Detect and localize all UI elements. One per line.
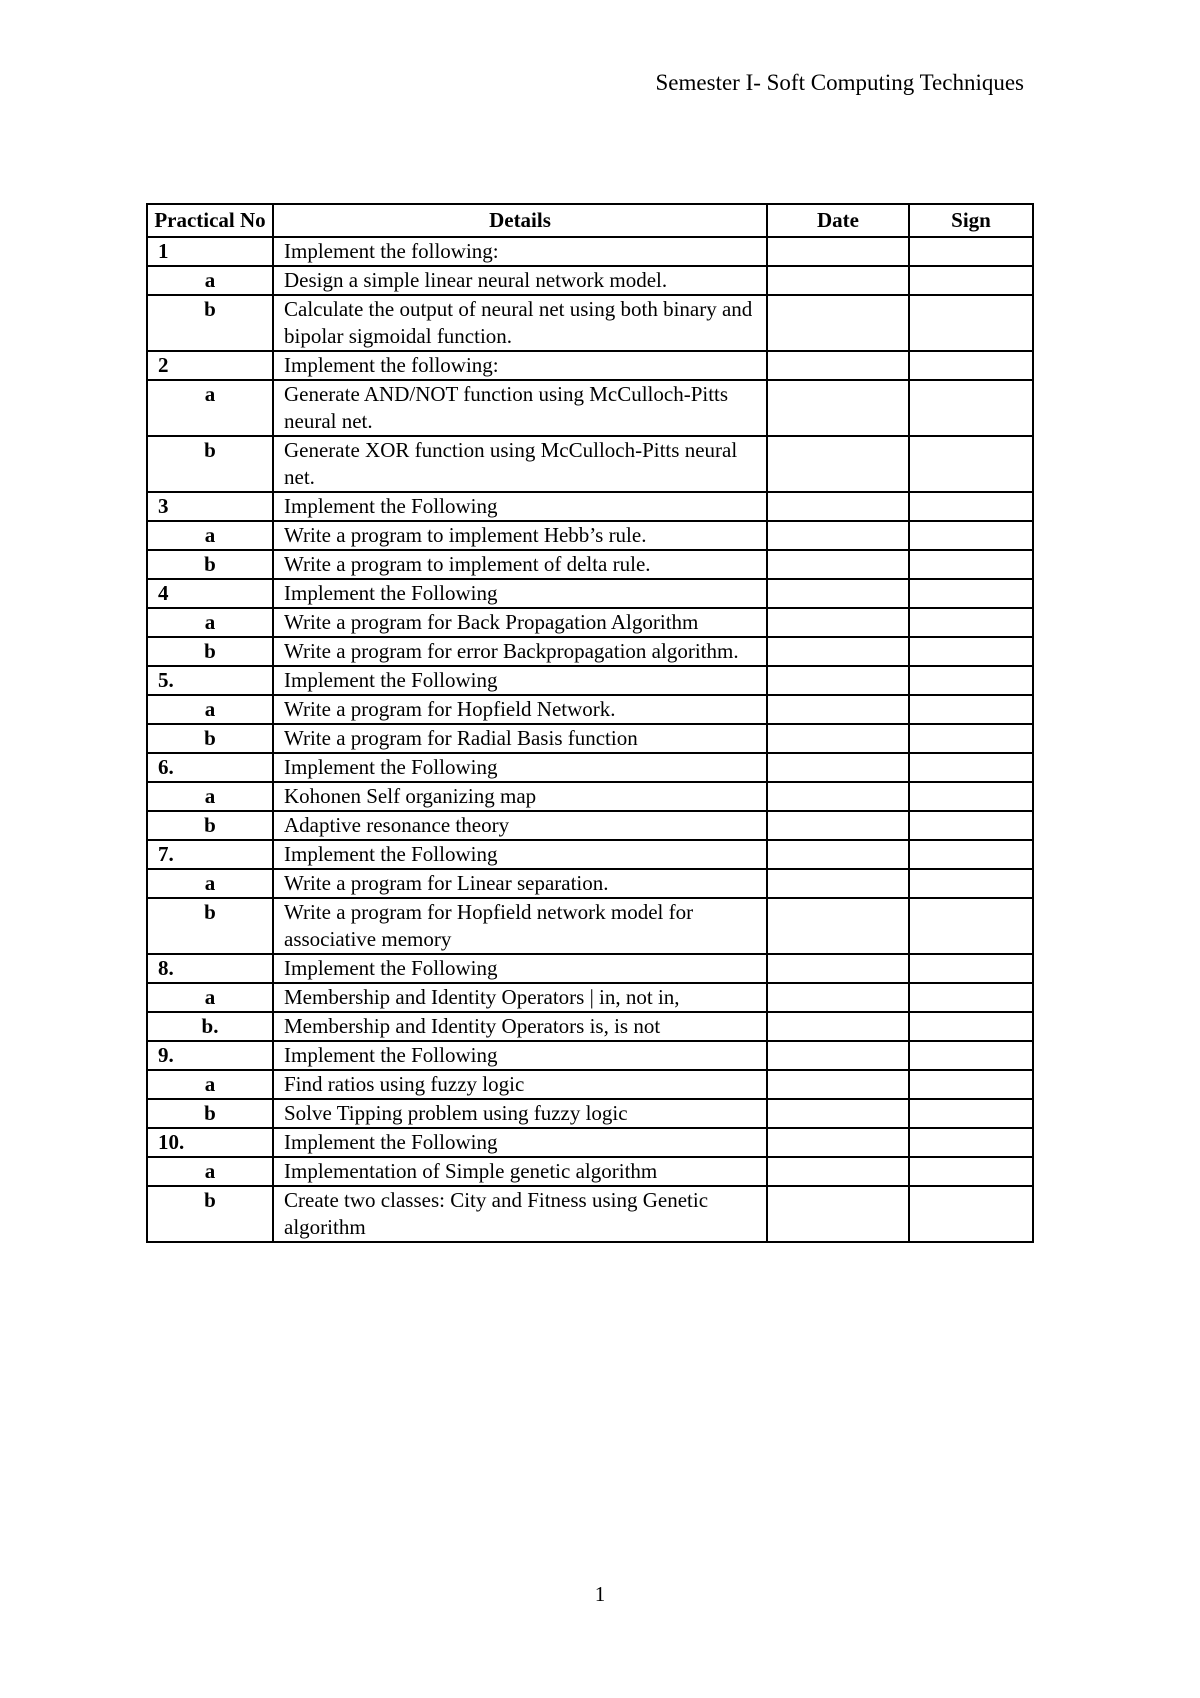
sub-practical-row <box>147 266 1033 295</box>
sign-cell <box>909 695 1033 724</box>
sub-practical-row <box>147 1186 1033 1242</box>
details-cell: Write a program for error Backpropagation algorithm. <box>273 637 767 666</box>
practical-no-cell: a <box>147 380 273 436</box>
sign-cell <box>909 1186 1033 1242</box>
date-cell <box>767 436 909 492</box>
date-cell <box>767 1099 909 1128</box>
page-number: 1 <box>594 1582 606 1606</box>
practical-no-cell: 9. <box>147 1041 273 1070</box>
practical-no-cell: 4 <box>147 579 273 608</box>
date-cell <box>767 840 909 869</box>
sign-cell <box>909 954 1033 983</box>
column-header-practical-no: Practical No <box>147 204 273 237</box>
sub-practical-row <box>147 724 1033 753</box>
details-cell: Write a program for Back Propagation Algorithm <box>273 608 767 637</box>
practical-no-cell: b <box>147 550 273 579</box>
practical-no-cell: b. <box>147 1012 273 1041</box>
sign-cell <box>909 1157 1033 1186</box>
sign-cell <box>909 237 1033 266</box>
table-header <box>147 204 1033 237</box>
date-cell <box>767 782 909 811</box>
sub-practical-row <box>147 295 1033 351</box>
details-cell: Create two classes: City and Fitness using Genetic algorithm <box>273 1186 767 1242</box>
details-cell: Implement the following: <box>273 237 767 266</box>
date-cell <box>767 492 909 521</box>
practical-no-cell: b <box>147 1099 273 1128</box>
sign-cell <box>909 550 1033 579</box>
sign-cell <box>909 492 1033 521</box>
practical-no-cell: a <box>147 869 273 898</box>
date-cell <box>767 521 909 550</box>
practical-no-cell: b <box>147 811 273 840</box>
sub-practical-row <box>147 521 1033 550</box>
practical-row <box>147 1041 1033 1070</box>
practical-row <box>147 840 1033 869</box>
sign-cell <box>909 1128 1033 1157</box>
table-body <box>147 237 1033 1242</box>
practical-no-cell: 10. <box>147 1128 273 1157</box>
sign-cell <box>909 724 1033 753</box>
practical-no-cell: 6. <box>147 753 273 782</box>
sub-practical-row <box>147 983 1033 1012</box>
practical-no-cell: b <box>147 898 273 954</box>
sub-practical-row <box>147 608 1033 637</box>
practical-no-cell: a <box>147 266 273 295</box>
practical-no-cell: a <box>147 983 273 1012</box>
details-cell: Implementation of Simple genetic algorithm <box>273 1157 767 1186</box>
details-cell: Membership and Identity Operators is, is not <box>273 1012 767 1041</box>
sign-cell <box>909 869 1033 898</box>
sign-cell <box>909 811 1033 840</box>
practical-no-cell: a <box>147 1157 273 1186</box>
date-cell <box>767 1186 909 1242</box>
details-cell: Generate AND/NOT function using McCulloch-Pitts neural net. <box>273 380 767 436</box>
practical-row <box>147 753 1033 782</box>
date-cell <box>767 1070 909 1099</box>
date-cell <box>767 380 909 436</box>
practical-row <box>147 237 1033 266</box>
sign-cell <box>909 782 1033 811</box>
details-cell: Membership and Identity Operators | in, not in, <box>273 983 767 1012</box>
details-cell: Write a program for Hopfield network model for associative memory <box>273 898 767 954</box>
practical-no-cell: a <box>147 695 273 724</box>
details-cell: Implement the Following <box>273 840 767 869</box>
date-cell <box>767 637 909 666</box>
sign-cell <box>909 666 1033 695</box>
date-cell <box>767 666 909 695</box>
sub-practical-row <box>147 1070 1033 1099</box>
sub-practical-row <box>147 637 1033 666</box>
sign-cell <box>909 351 1033 380</box>
details-cell: Implement the Following <box>273 666 767 695</box>
column-header-sign: Sign <box>909 204 1033 237</box>
sign-cell <box>909 1070 1033 1099</box>
practical-no-cell: 5. <box>147 666 273 695</box>
details-cell: Implement the Following <box>273 753 767 782</box>
sign-cell <box>909 521 1033 550</box>
date-cell <box>767 237 909 266</box>
practical-row <box>147 954 1033 983</box>
date-cell <box>767 351 909 380</box>
sign-cell <box>909 608 1033 637</box>
date-cell <box>767 1157 909 1186</box>
date-cell <box>767 295 909 351</box>
details-cell: Generate XOR function using McCulloch-Pitts neural net. <box>273 436 767 492</box>
date-cell <box>767 266 909 295</box>
practical-row <box>147 492 1033 521</box>
practical-row <box>147 351 1033 380</box>
details-cell: Implement the Following <box>273 1128 767 1157</box>
details-cell: Implement the following: <box>273 351 767 380</box>
practical-no-cell: 8. <box>147 954 273 983</box>
sign-cell <box>909 898 1033 954</box>
practical-no-cell: 7. <box>147 840 273 869</box>
sub-practical-row <box>147 550 1033 579</box>
details-cell: Implement the Following <box>273 1041 767 1070</box>
sign-cell <box>909 840 1033 869</box>
date-cell <box>767 579 909 608</box>
date-cell <box>767 550 909 579</box>
sign-cell <box>909 1041 1033 1070</box>
details-cell: Write a program for Linear separation. <box>273 869 767 898</box>
date-cell <box>767 608 909 637</box>
details-cell: Implement the Following <box>273 492 767 521</box>
practical-row <box>147 666 1033 695</box>
date-cell <box>767 983 909 1012</box>
practical-no-cell: b <box>147 724 273 753</box>
details-cell: Write a program for Hopfield Network. <box>273 695 767 724</box>
practical-no-cell: 1 <box>147 237 273 266</box>
date-cell <box>767 1128 909 1157</box>
sign-cell <box>909 1012 1033 1041</box>
date-cell <box>767 869 909 898</box>
details-cell: Write a program to implement Hebb’s rule. <box>273 521 767 550</box>
date-cell <box>767 811 909 840</box>
practical-row <box>147 1128 1033 1157</box>
details-cell: Implement the Following <box>273 954 767 983</box>
details-cell: Calculate the output of neural net using both binary and bipolar sigmoidal function. <box>273 295 767 351</box>
practicals-table <box>146 203 1034 1243</box>
practical-no-cell: a <box>147 521 273 550</box>
sub-practical-row <box>147 380 1033 436</box>
sign-cell <box>909 295 1033 351</box>
details-cell: Design a simple linear neural network model. <box>273 266 767 295</box>
practical-no-cell: b <box>147 1186 273 1242</box>
sub-practical-row <box>147 1157 1033 1186</box>
sign-cell <box>909 983 1033 1012</box>
details-cell: Find ratios using fuzzy logic <box>273 1070 767 1099</box>
column-header-details: Details <box>273 204 767 237</box>
sub-practical-row <box>147 898 1033 954</box>
sub-practical-row <box>147 811 1033 840</box>
sub-practical-row <box>147 1099 1033 1128</box>
running-header-title: Semester I- Soft Computing Techniques <box>655 70 1024 95</box>
details-cell: Write a program to implement of delta rule. <box>273 550 767 579</box>
table-header-row <box>147 204 1033 237</box>
details-cell: Solve Tipping problem using fuzzy logic <box>273 1099 767 1128</box>
sign-cell <box>909 1099 1033 1128</box>
sign-cell <box>909 579 1033 608</box>
sub-practical-row <box>147 1012 1033 1041</box>
details-cell: Adaptive resonance theory <box>273 811 767 840</box>
sign-cell <box>909 436 1033 492</box>
date-cell <box>767 898 909 954</box>
date-cell <box>767 1041 909 1070</box>
sign-cell <box>909 266 1033 295</box>
sign-cell <box>909 637 1033 666</box>
date-cell <box>767 724 909 753</box>
practical-no-cell: 2 <box>147 351 273 380</box>
sub-practical-row <box>147 695 1033 724</box>
practical-no-cell: a <box>147 782 273 811</box>
sub-practical-row <box>147 436 1033 492</box>
practical-no-cell: b <box>147 436 273 492</box>
date-cell <box>767 954 909 983</box>
column-header-date: Date <box>767 204 909 237</box>
date-cell <box>767 1012 909 1041</box>
details-cell: Kohonen Self organizing map <box>273 782 767 811</box>
sign-cell <box>909 380 1033 436</box>
date-cell <box>767 753 909 782</box>
sub-practical-row <box>147 869 1033 898</box>
practical-no-cell: 3 <box>147 492 273 521</box>
practical-row <box>147 579 1033 608</box>
practical-no-cell: a <box>147 608 273 637</box>
sign-cell <box>909 753 1033 782</box>
date-cell <box>767 695 909 724</box>
practical-no-cell: a <box>147 1070 273 1099</box>
practical-no-cell: b <box>147 295 273 351</box>
details-cell: Implement the Following <box>273 579 767 608</box>
sub-practical-row <box>147 782 1033 811</box>
details-cell: Write a program for Radial Basis function <box>273 724 767 753</box>
practical-no-cell: b <box>147 637 273 666</box>
